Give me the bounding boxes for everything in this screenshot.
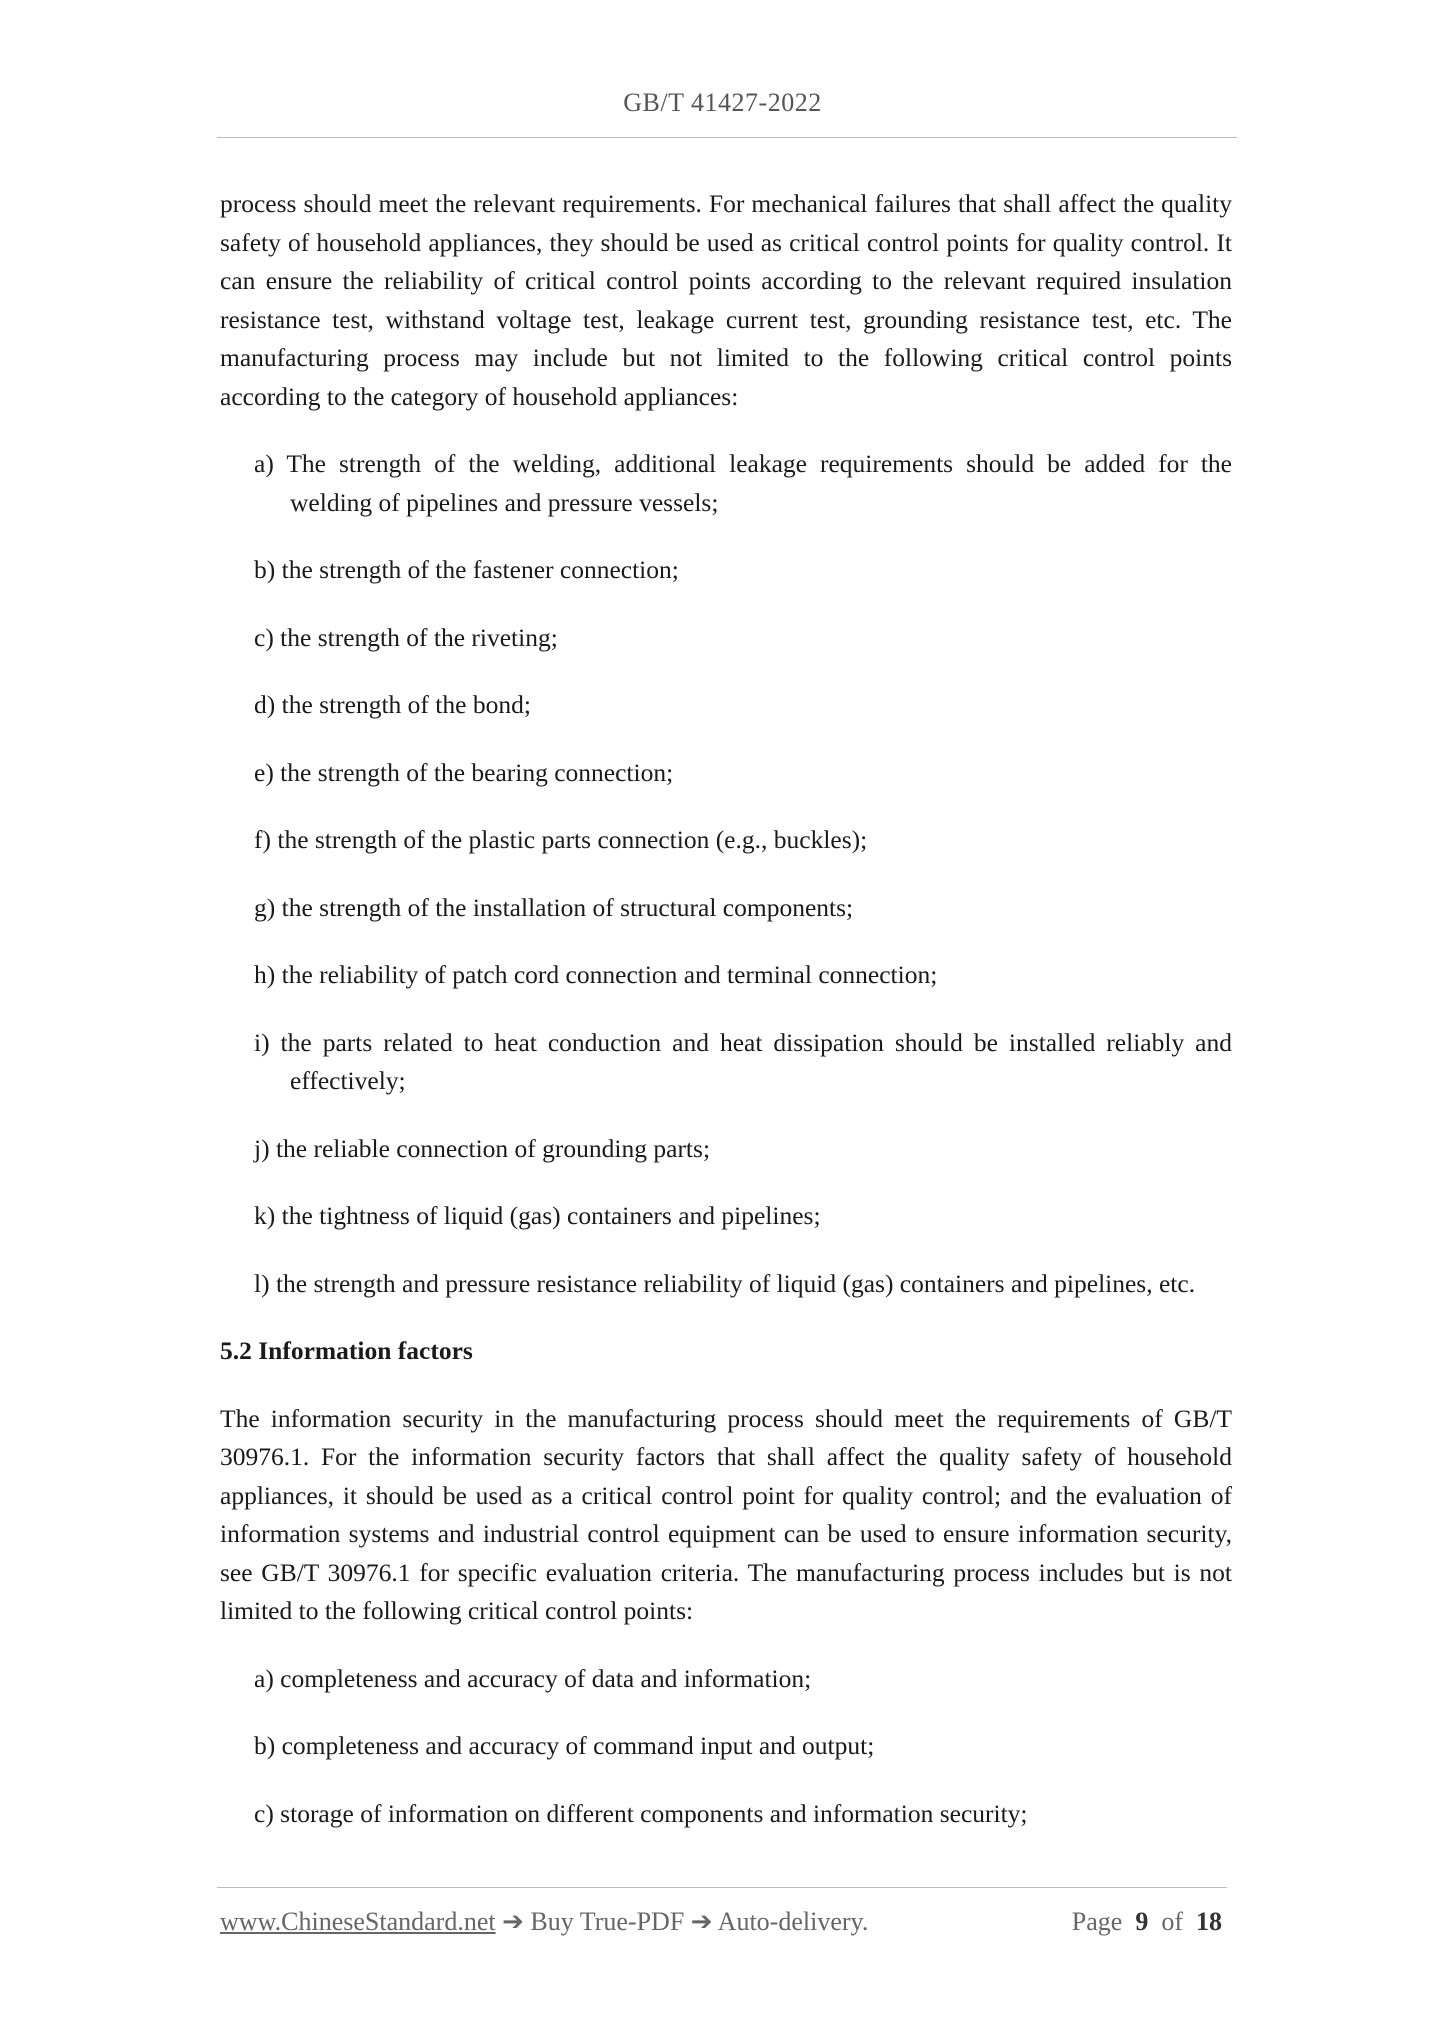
- list-item: a) The strength of the welding, additional leakage requirements should be added for the welding of pipelines and pressure vessels;: [254, 449, 1232, 517]
- list-item: j) the reliable connection of grounding parts;: [254, 1133, 711, 1163]
- header-divider: [217, 137, 1237, 138]
- list-item: d) the strength of the bond;: [254, 690, 531, 719]
- page-of-label: of: [1161, 1907, 1183, 1936]
- current-page-number: 9: [1135, 1907, 1149, 1936]
- document-body: [220, 185, 1232, 1833]
- list-item: a) completeness and accuracy of data and information;: [254, 1663, 812, 1693]
- buy-true-pdf-text: Buy True-PDF: [530, 1907, 685, 1936]
- list-item: e) the strength of the bearing connection;: [254, 757, 674, 787]
- site-link[interactable]: www.ChineseStandard.net: [220, 1907, 496, 1936]
- info-paragraph: The information security in the manufacturing process should meet the requirements of GB/T 30976.1. For the information security factors that shall affect the quality safety of household appliances, it should be used as a critical control point for quality control; and the evaluation of information systems and industrial control equipment can be used to ensure information security, see GB/T 30976.1 for specific evaluation criteria. The manufacturing process includes but is not limited to the following critical control points:: [220, 1403, 1232, 1625]
- list-item: c) the strength of the riveting;: [254, 622, 558, 652]
- arrow-right-icon: ➔: [502, 1907, 524, 1936]
- list-item: k) the tightness of liquid (gas) containers and pipelines;: [254, 1201, 821, 1230]
- list-item: l) the strength and pressure resistance reliability of liquid (gas) containers and pipelines, etc.: [254, 1268, 1196, 1298]
- list-item: b) the strength of the fastener connection;: [254, 555, 679, 584]
- arrow-right-icon: ➔: [690, 1907, 713, 1936]
- page-indicator: [1072, 1907, 1222, 1937]
- list-item: c) storage of information on different components and information security;: [254, 1798, 1028, 1828]
- list-item: i) the parts related to heat conduction and heat dissipation should be installed reliably and effectively;: [254, 1027, 1232, 1095]
- list-item: b) completeness and accuracy of command input and output;: [254, 1731, 875, 1760]
- footer-divider: [217, 1887, 1227, 1888]
- list-item: h) the reliability of patch cord connection and terminal connection;: [254, 960, 938, 989]
- information-control-points-list: [220, 1660, 1232, 1834]
- auto-delivery-text: Auto-delivery.: [717, 1907, 869, 1936]
- total-page-count: 18: [1196, 1907, 1222, 1936]
- list-item: g) the strength of the installation of structural components;: [254, 892, 854, 922]
- mechanical-control-points-list: [220, 445, 1232, 1303]
- list-item: f) the strength of the plastic parts connection (e.g., buckles);: [254, 825, 868, 854]
- page-label: Page: [1071, 1907, 1123, 1936]
- section-heading: 5.2 Information factors: [220, 1336, 473, 1365]
- footer-promo: [220, 1907, 868, 1937]
- page-header-standard-code: GB/T 41427-2022: [623, 88, 822, 117]
- intro-paragraph: process should meet the relevant requirements. For mechanical failures that shall affect the quality safety of household appliances, they should be used as critical control points for quality control. It can ensure the reliability of critical control points according to the relevant required insulation resistance test, withstand voltage test, leakage current test, grounding resistance test, etc. The manufacturing process may include but not limited to the following critical control points according to the category of household appliances:: [220, 189, 1232, 411]
